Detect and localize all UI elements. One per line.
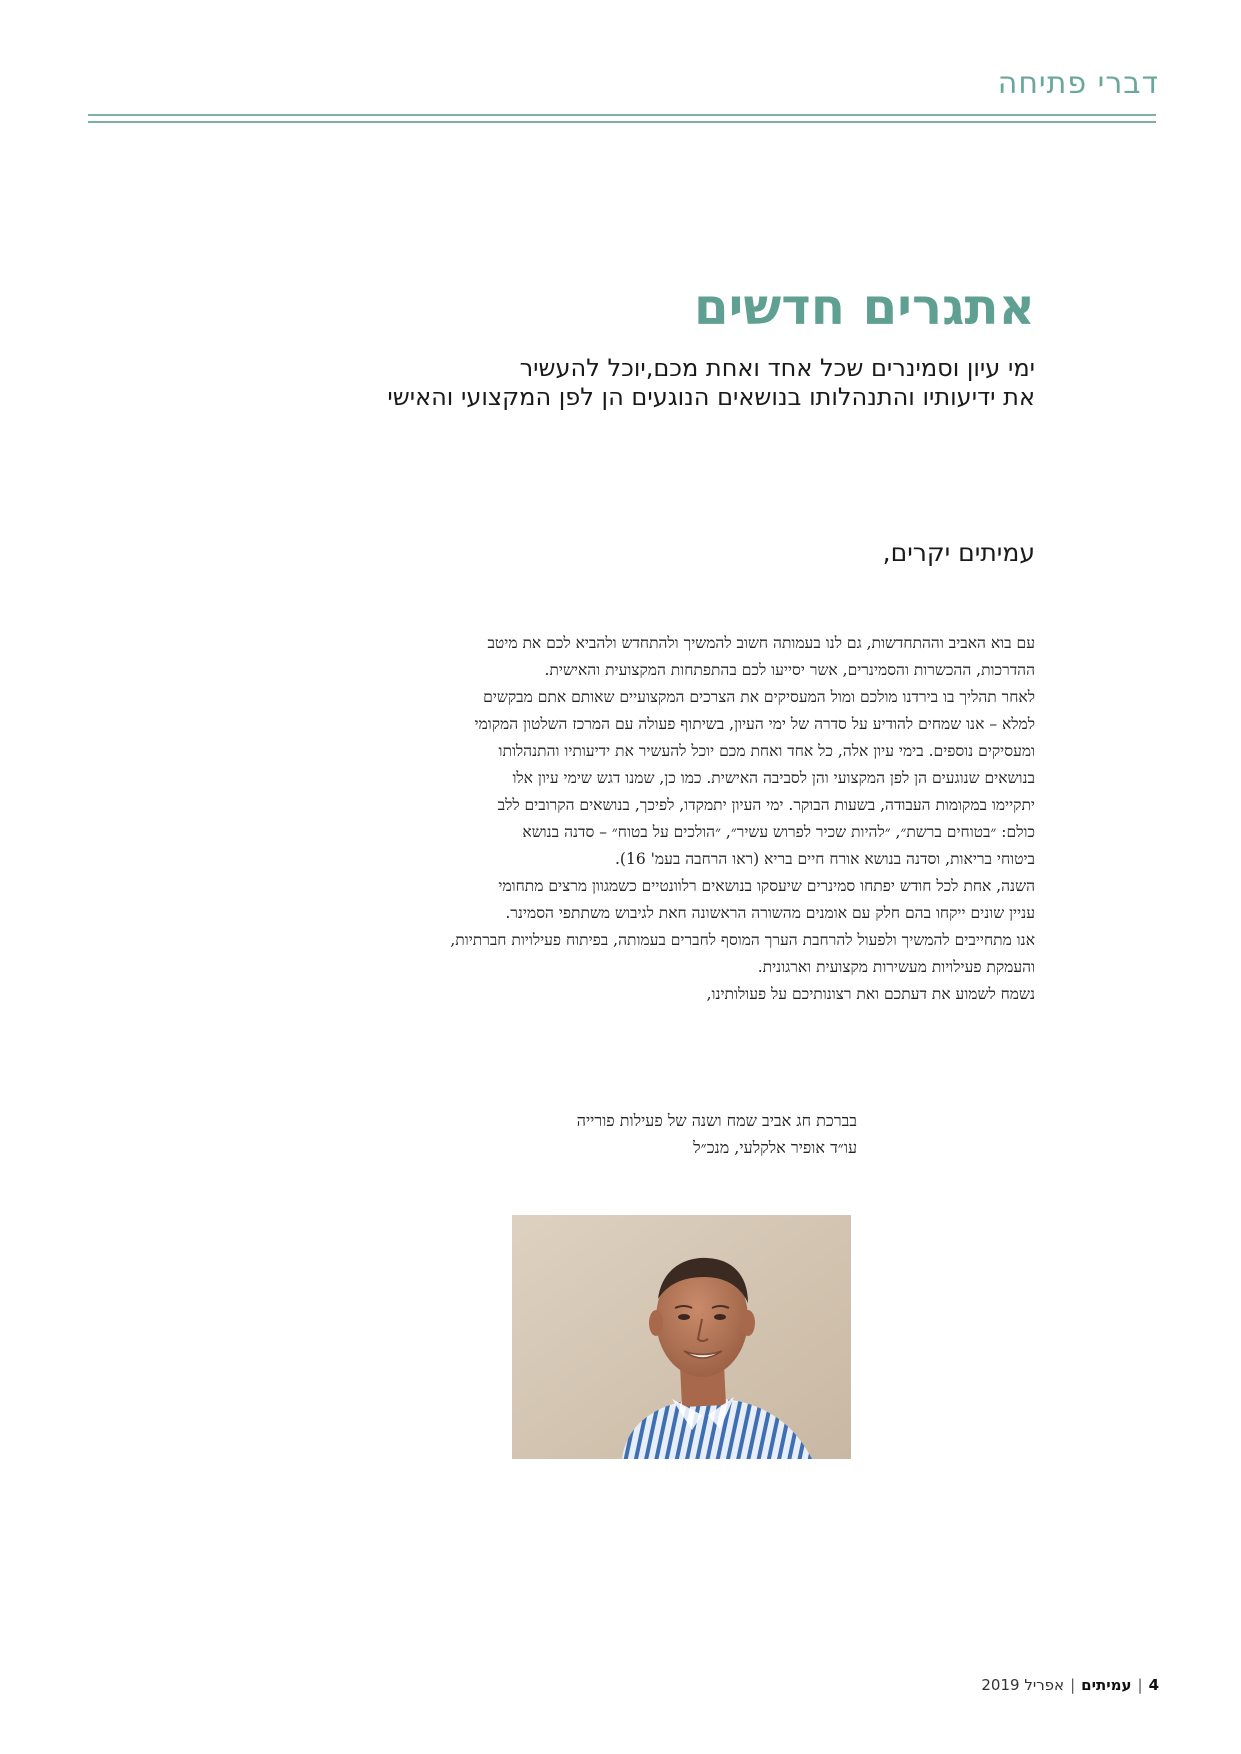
body-line: לאחר תהליך בו בירדנו מולכם ומול המעסיקים את הצרכים המקצועיים שאותם אתם מבקשים bbox=[483, 688, 1035, 706]
article-subtitle bbox=[275, 354, 1035, 412]
subtitle-line: ימי עיון וסמינרים שכל אחד ואחת מכם,יוכל להעשיר bbox=[519, 354, 1035, 382]
author-portrait-photo bbox=[512, 1215, 851, 1459]
signature-name: עו״ד אופיר אלקלעי, מנכ״ל bbox=[693, 1138, 857, 1157]
body-line: נשמח לשמוע את דעתכם ואת רצונותיכם על פעולותינו, bbox=[706, 985, 1035, 1003]
body-line: למלא – אנו שמחים להודיע על סדרה של ימי העיון, בשיתוף פעולה עם המרכז השלטון המקומי bbox=[474, 715, 1035, 733]
body-line: עם בוא האביב וההתחדשות, גם לנו בעמותה חשוב להמשיך ולהתחדש ולהביא לכם את מיטב bbox=[487, 634, 1035, 652]
body-line: עניין שונים ייקחו בהם חלק עם אומנים מהשורה הראשונה חאת לגיבוש משתתפי הסמינר. bbox=[505, 904, 1035, 922]
page-footer bbox=[981, 1676, 1159, 1694]
body-line: בנושאים שנוגעים הן לפן המקצועי והן לסביבה האישית. כמו כן, שמנו דגש שימי עיון אלו bbox=[512, 769, 1035, 787]
footer-separator: | bbox=[1137, 1676, 1143, 1694]
section-title: דברי פתיחה bbox=[997, 66, 1159, 101]
body-line: והעמקת פעילויות מעשירות מקצועית וארגונית. bbox=[757, 958, 1035, 976]
subtitle-line: את ידיעותיו והתנהלותו בנושאים הנוגעים הן לפן המקצועי והאישי bbox=[387, 383, 1035, 411]
issue-date: אפריל 2019 bbox=[981, 1676, 1065, 1694]
salutation: עמיתים יקרים, bbox=[882, 538, 1035, 567]
article-body bbox=[315, 630, 1035, 1008]
body-line: השנה, אחת לכל חודש יפתחו סמינרים שיעסקו בנושאים רלוונטיים כשמגוון מרצים מתחומי bbox=[498, 877, 1035, 895]
body-line: ההדרכות, ההכשרות והסמינרים, אשר יסייעו לכם בהתפתחות המקצועית והאישית. bbox=[544, 661, 1035, 679]
body-line: ומעסיקים נוספים. בימי עיון אלה, כל אחד ואחת מכם יוכל להעשיר את ידיעותיו והתנהלותו bbox=[498, 742, 1035, 760]
signature-greeting: בברכת חג אביב שמח ושנה של פעילות פורייה bbox=[576, 1111, 857, 1130]
footer-separator: | bbox=[1070, 1676, 1076, 1694]
body-line: כולם: ״בטוחים ברשת״, ״להיות שכיר לפרוש עשיר״, ״הולכים על בטוח״ – סדנה בנושא bbox=[522, 823, 1035, 841]
body-line: יתקיימו במקומות העבודה, בשעות הבוקר. ימי העיון יתמקדו, לפיכך, בנושאים הקרובים ללב bbox=[497, 796, 1035, 814]
header-rule-bottom bbox=[88, 121, 1156, 123]
body-line: ביטוחי בריאות, וסדנה בנושא אורח חיים בריא (ראו הרחבה בעמ' 16). bbox=[614, 850, 1035, 868]
header-rule-top bbox=[88, 114, 1156, 116]
signature-block bbox=[457, 1107, 857, 1161]
body-line: אנו מתחייבים להמשיך ולפעול להרחבת הערך המוסף לחברים בעמותה, בפיתוח פעילויות חברתיות, bbox=[450, 931, 1035, 949]
magazine-name: עמיתים bbox=[1081, 1676, 1132, 1694]
page-number: 4 bbox=[1148, 1676, 1159, 1694]
article-title: אתגרים חדשים bbox=[693, 278, 1035, 336]
